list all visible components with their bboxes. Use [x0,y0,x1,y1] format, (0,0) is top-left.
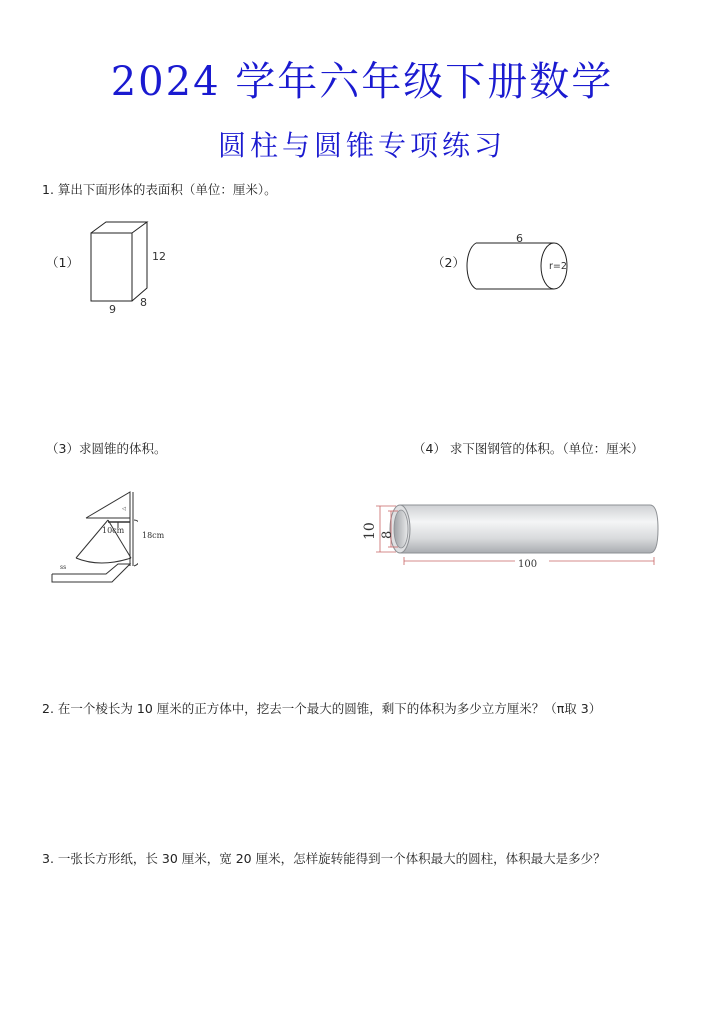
page-title: 2024 学年六年级下册数学 [110,59,614,105]
pipe-outer-diameter-label: 10 [362,522,378,540]
steel-pipe-figure [360,496,660,576]
pipe-length-label: 100 [518,559,538,570]
cone-height-label: 18cm [142,531,165,540]
question-3-prompt: 3. 一张长方形纸，长 30 厘米，宽 20 厘米，怎样旋转能得到一个体积最大的圆柱，体积最大是多少？ [42,851,606,866]
prism-depth-label: 8 [140,296,147,309]
pipe-inner-diameter-label: 8 [380,530,395,539]
part-2-label: （2） [432,255,465,270]
prism-width-label: 9 [109,303,116,316]
part-3-label: （3）求圆锥的体积。 [46,441,167,456]
page-subtitle: 圆柱与圆锥专项练习 [217,129,506,162]
part-4-label: （4） 求下图钢管的体积。（单位：厘米） [413,441,644,456]
svg-text:◁: ◁ [122,506,126,512]
question-2-prompt: 2. 在一个棱长为 10 厘米的正方体中，挖去一个最大的圆锥，剩下的体积为多少立方厘米？（π取 3） [42,701,602,716]
floor-text: ss [60,564,67,571]
cylinder-length-label: 6 [516,232,523,245]
prism-height-label: 12 [152,250,166,263]
rectangular-prism-figure [85,218,165,318]
cone-radius-label: 10cm [102,526,125,535]
question-1-prompt: 1. 算出下面形体的表面积（单位：厘米）。 [42,182,277,197]
cylinder-radius-label: r=2 [549,261,567,272]
part-1-label: （1） [46,255,79,270]
